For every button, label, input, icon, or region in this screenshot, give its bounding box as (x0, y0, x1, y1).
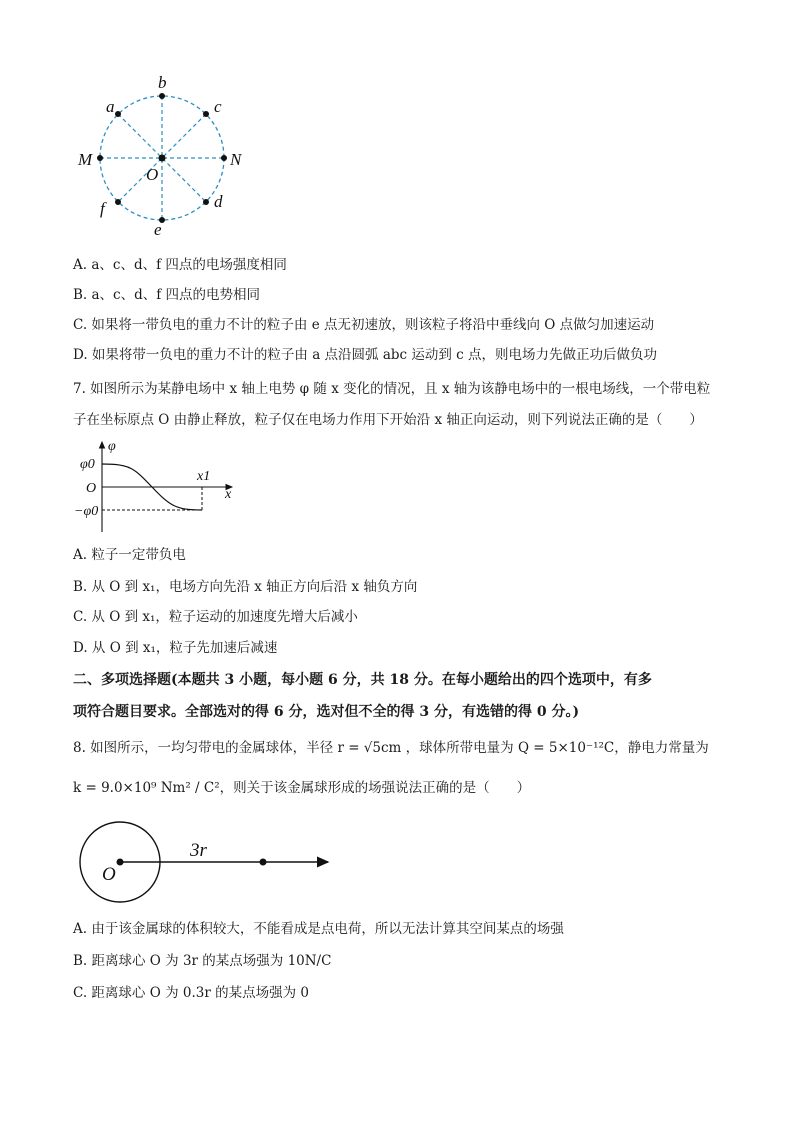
q7-stem-line1: 7. 如图所示为某静电场中 x 轴上电势 φ 随 x 变化的情况，且 x 轴为该静电场中的一根电场线，一个带电粒 (73, 381, 711, 397)
q6-option-c: C. 如果将一带负电的重力不计的粒子由 e 点无初速放，则该粒子将沿中垂线向 O 点做匀加速运动 (73, 317, 655, 333)
circle-figure (70, 72, 270, 242)
q6-option-a: A. a、c、d、f 四点的电场强度相同 (73, 257, 287, 273)
section2-heading-line2: 项符合题目要求。全部选对的得 6 分，选对但不全的得 3 分，有选错的得 0 分。) (73, 704, 580, 720)
label-e: e (154, 220, 162, 239)
label-f: f (100, 199, 105, 218)
graph-phi-label: φ (108, 439, 116, 454)
distance-3r-label: 3r (190, 840, 207, 861)
graph-neg-phi0-label: −φ0 (74, 504, 99, 519)
q7-stem-line2: 子在坐标原点 O 由静止释放，粒子仅在电场力作用下开始沿 x 轴正向运动，则下列说法正确的是（ ） (73, 412, 703, 428)
label-d: d (214, 192, 223, 211)
q8-option-b: B. 距离球心 O 为 3r 的某点场强为 10N/C (73, 953, 332, 969)
q7-option-b: B. 从 O 到 x₁，电场方向先沿 x 轴正方向后沿 x 轴负方向 (73, 579, 418, 595)
q8-stem-line2: k = 9.0×10⁹ Nm² / C²，则关于该金属球形成的场强说法正确的是（ ） (73, 780, 531, 796)
label-N: N (230, 150, 242, 169)
sphere-center-label: O (102, 864, 116, 885)
label-b: b (158, 73, 167, 92)
label-a: a (106, 97, 115, 116)
q8-stem-line1: 8. 如图所示，一均匀带电的金属球体，半径 r = √5cm ，球体所带电量为 Q = 5×10⁻¹²C，静电力常量为 (73, 740, 709, 756)
label-O: O (146, 165, 159, 184)
graph-phi0-label: φ0 (80, 457, 95, 472)
graph-origin-label: O (86, 481, 97, 496)
label-c: c (214, 97, 222, 116)
q8-option-c: C. 距离球心 O 为 0.3r 的某点场强为 0 (73, 985, 309, 1001)
q6-option-b: B. a、c、d、f 四点的电势相同 (73, 287, 261, 303)
sphere-figure (72, 816, 352, 906)
label-M: M (78, 150, 93, 169)
graph-x1-label: x1 (197, 469, 211, 484)
q8-option-a: A. 由于该金属球的体积较大，不能看成是点电荷，所以无法计算其空间某点的场强 (73, 921, 564, 937)
q7-option-c: C. 从 O 到 x₁，粒子运动的加速度先增大后减小 (73, 609, 358, 625)
q7-option-a: A. 粒子一定带负电 (73, 547, 186, 563)
section2-heading-line1: 二、多项选择题(本题共 3 小题，每小题 6 分，共 18 分。在每小题给出的四个选项中，有多 (73, 672, 652, 688)
q6-option-d: D. 如果将带一负电的重力不计的粒子由 a 点沿圆弧 abc 运动到 c 点，则电场力先做正功后做负功 (73, 347, 658, 363)
potential-graph (72, 436, 252, 536)
q7-option-d: D. 从 O 到 x₁，粒子先加速后减速 (73, 640, 278, 656)
graph-x-label: x (225, 487, 232, 502)
